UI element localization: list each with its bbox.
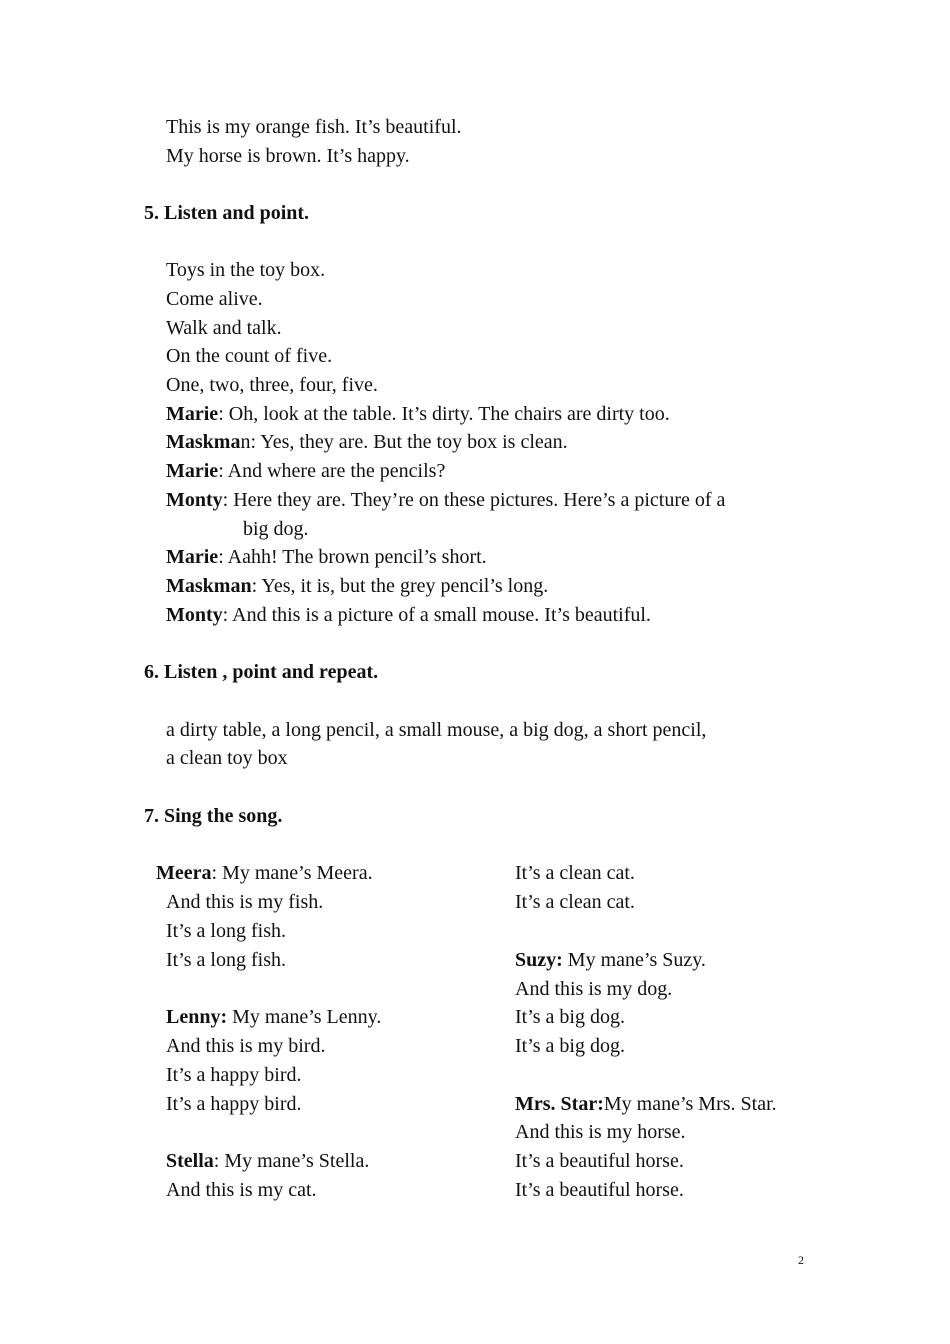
intro-line-2: My horse is brown. It’s happy. bbox=[166, 145, 410, 167]
chant-line: Come alive. bbox=[166, 288, 263, 310]
singer-name: Lenny: bbox=[166, 1006, 228, 1028]
dialogue-text: : And where are the pencils? bbox=[218, 460, 446, 482]
song-line: It’s a happy bird. bbox=[166, 1064, 302, 1086]
section-7-heading: 7. Sing the song. bbox=[144, 805, 283, 827]
chant-line: Toys in the toy box. bbox=[166, 259, 326, 281]
section-5-heading: 5. Listen and point. bbox=[144, 202, 310, 224]
singer-name: Mrs. Star: bbox=[515, 1093, 604, 1115]
song-line: My mane’s Mrs. Star. bbox=[603, 1093, 777, 1115]
song-line: It’s a beautiful horse. bbox=[515, 1150, 684, 1172]
speaker-name: Monty bbox=[166, 604, 223, 626]
song-line: It’s a big dog. bbox=[515, 1035, 625, 1057]
song-verse-lenny bbox=[166, 1005, 381, 1029]
song-verse-stella bbox=[166, 1149, 369, 1173]
song-line: My mane’s Lenny. bbox=[227, 1006, 382, 1028]
phrase-line-2: a clean toy box bbox=[166, 747, 288, 769]
song-line: It’s a long fish. bbox=[166, 949, 286, 971]
dialogue-line bbox=[166, 459, 445, 483]
speaker-name: Maskman bbox=[166, 575, 252, 597]
dialogue-line bbox=[166, 545, 487, 569]
song-line: And this is my fish. bbox=[166, 891, 324, 913]
song-verse-meera bbox=[156, 861, 373, 885]
song-line: It’s a long fish. bbox=[166, 920, 286, 942]
song-verse-mrs-star bbox=[515, 1092, 777, 1116]
dialogue-line bbox=[166, 402, 670, 426]
phrase-line-1: a dirty table, a long pencil, a small mouse, a big dog, a short pencil, bbox=[166, 719, 707, 741]
song-line: And this is my bird. bbox=[166, 1035, 326, 1057]
song-line: It’s a beautiful horse. bbox=[515, 1179, 684, 1201]
song-line: And this is my dog. bbox=[515, 978, 673, 1000]
dialogue-text: big dog. bbox=[243, 518, 309, 540]
chant-line: One, two, three, four, five. bbox=[166, 374, 378, 396]
singer-name: Suzy: bbox=[515, 949, 563, 971]
dialogue-line bbox=[166, 603, 651, 627]
dialogue-line bbox=[166, 574, 548, 598]
dialogue-text: : And this is a picture of a small mouse. It’s beautiful. bbox=[222, 604, 651, 626]
dialogue-text: n: Yes, they are. But the toy box is clean. bbox=[240, 431, 568, 453]
section-6-heading: 6. Listen , point and repeat. bbox=[144, 661, 379, 683]
dialogue-text: : Oh, look at the table. It’s dirty. The chairs are dirty too. bbox=[218, 403, 670, 425]
chant-line: Walk and talk. bbox=[166, 317, 282, 339]
song-line: It’s a happy bird. bbox=[166, 1093, 302, 1115]
singer-name: Meera bbox=[156, 862, 212, 884]
speaker-name: Marie bbox=[166, 546, 219, 568]
dialogue-line bbox=[166, 488, 725, 512]
chant-line: On the count of five. bbox=[166, 345, 333, 367]
speaker-name: Marie bbox=[166, 403, 219, 425]
dialogue-line-continued bbox=[243, 517, 309, 541]
song-line: : My mane’s Stella. bbox=[213, 1150, 370, 1172]
dialogue-text: : Here they are. They’re on these pictures. Here’s a picture of a bbox=[222, 489, 726, 511]
song-line: My mane’s Suzy. bbox=[562, 949, 706, 971]
song-line: It’s a clean cat. bbox=[515, 862, 635, 884]
song-line: It’s a clean cat. bbox=[515, 891, 635, 913]
page-number: 2 bbox=[798, 1253, 804, 1267]
song-line: : My mane’s Meera. bbox=[211, 862, 373, 884]
song-line: And this is my cat. bbox=[166, 1179, 317, 1201]
song-line: It’s a big dog. bbox=[515, 1006, 625, 1028]
song-line: And this is my horse. bbox=[515, 1121, 686, 1143]
song-verse-suzy bbox=[515, 948, 706, 972]
dialogue-text: : Aahh! The brown pencil’s short. bbox=[218, 546, 487, 568]
speaker-name: Monty bbox=[166, 489, 223, 511]
singer-name: Stella bbox=[166, 1150, 214, 1172]
dialogue-text: : Yes, it is, but the grey pencil’s long. bbox=[251, 575, 549, 597]
intro-line-1: This is my orange fish. It’s beautiful. bbox=[166, 116, 462, 138]
speaker-name: Maskma bbox=[166, 431, 241, 453]
speaker-name: Marie bbox=[166, 460, 219, 482]
dialogue-line bbox=[166, 430, 568, 454]
